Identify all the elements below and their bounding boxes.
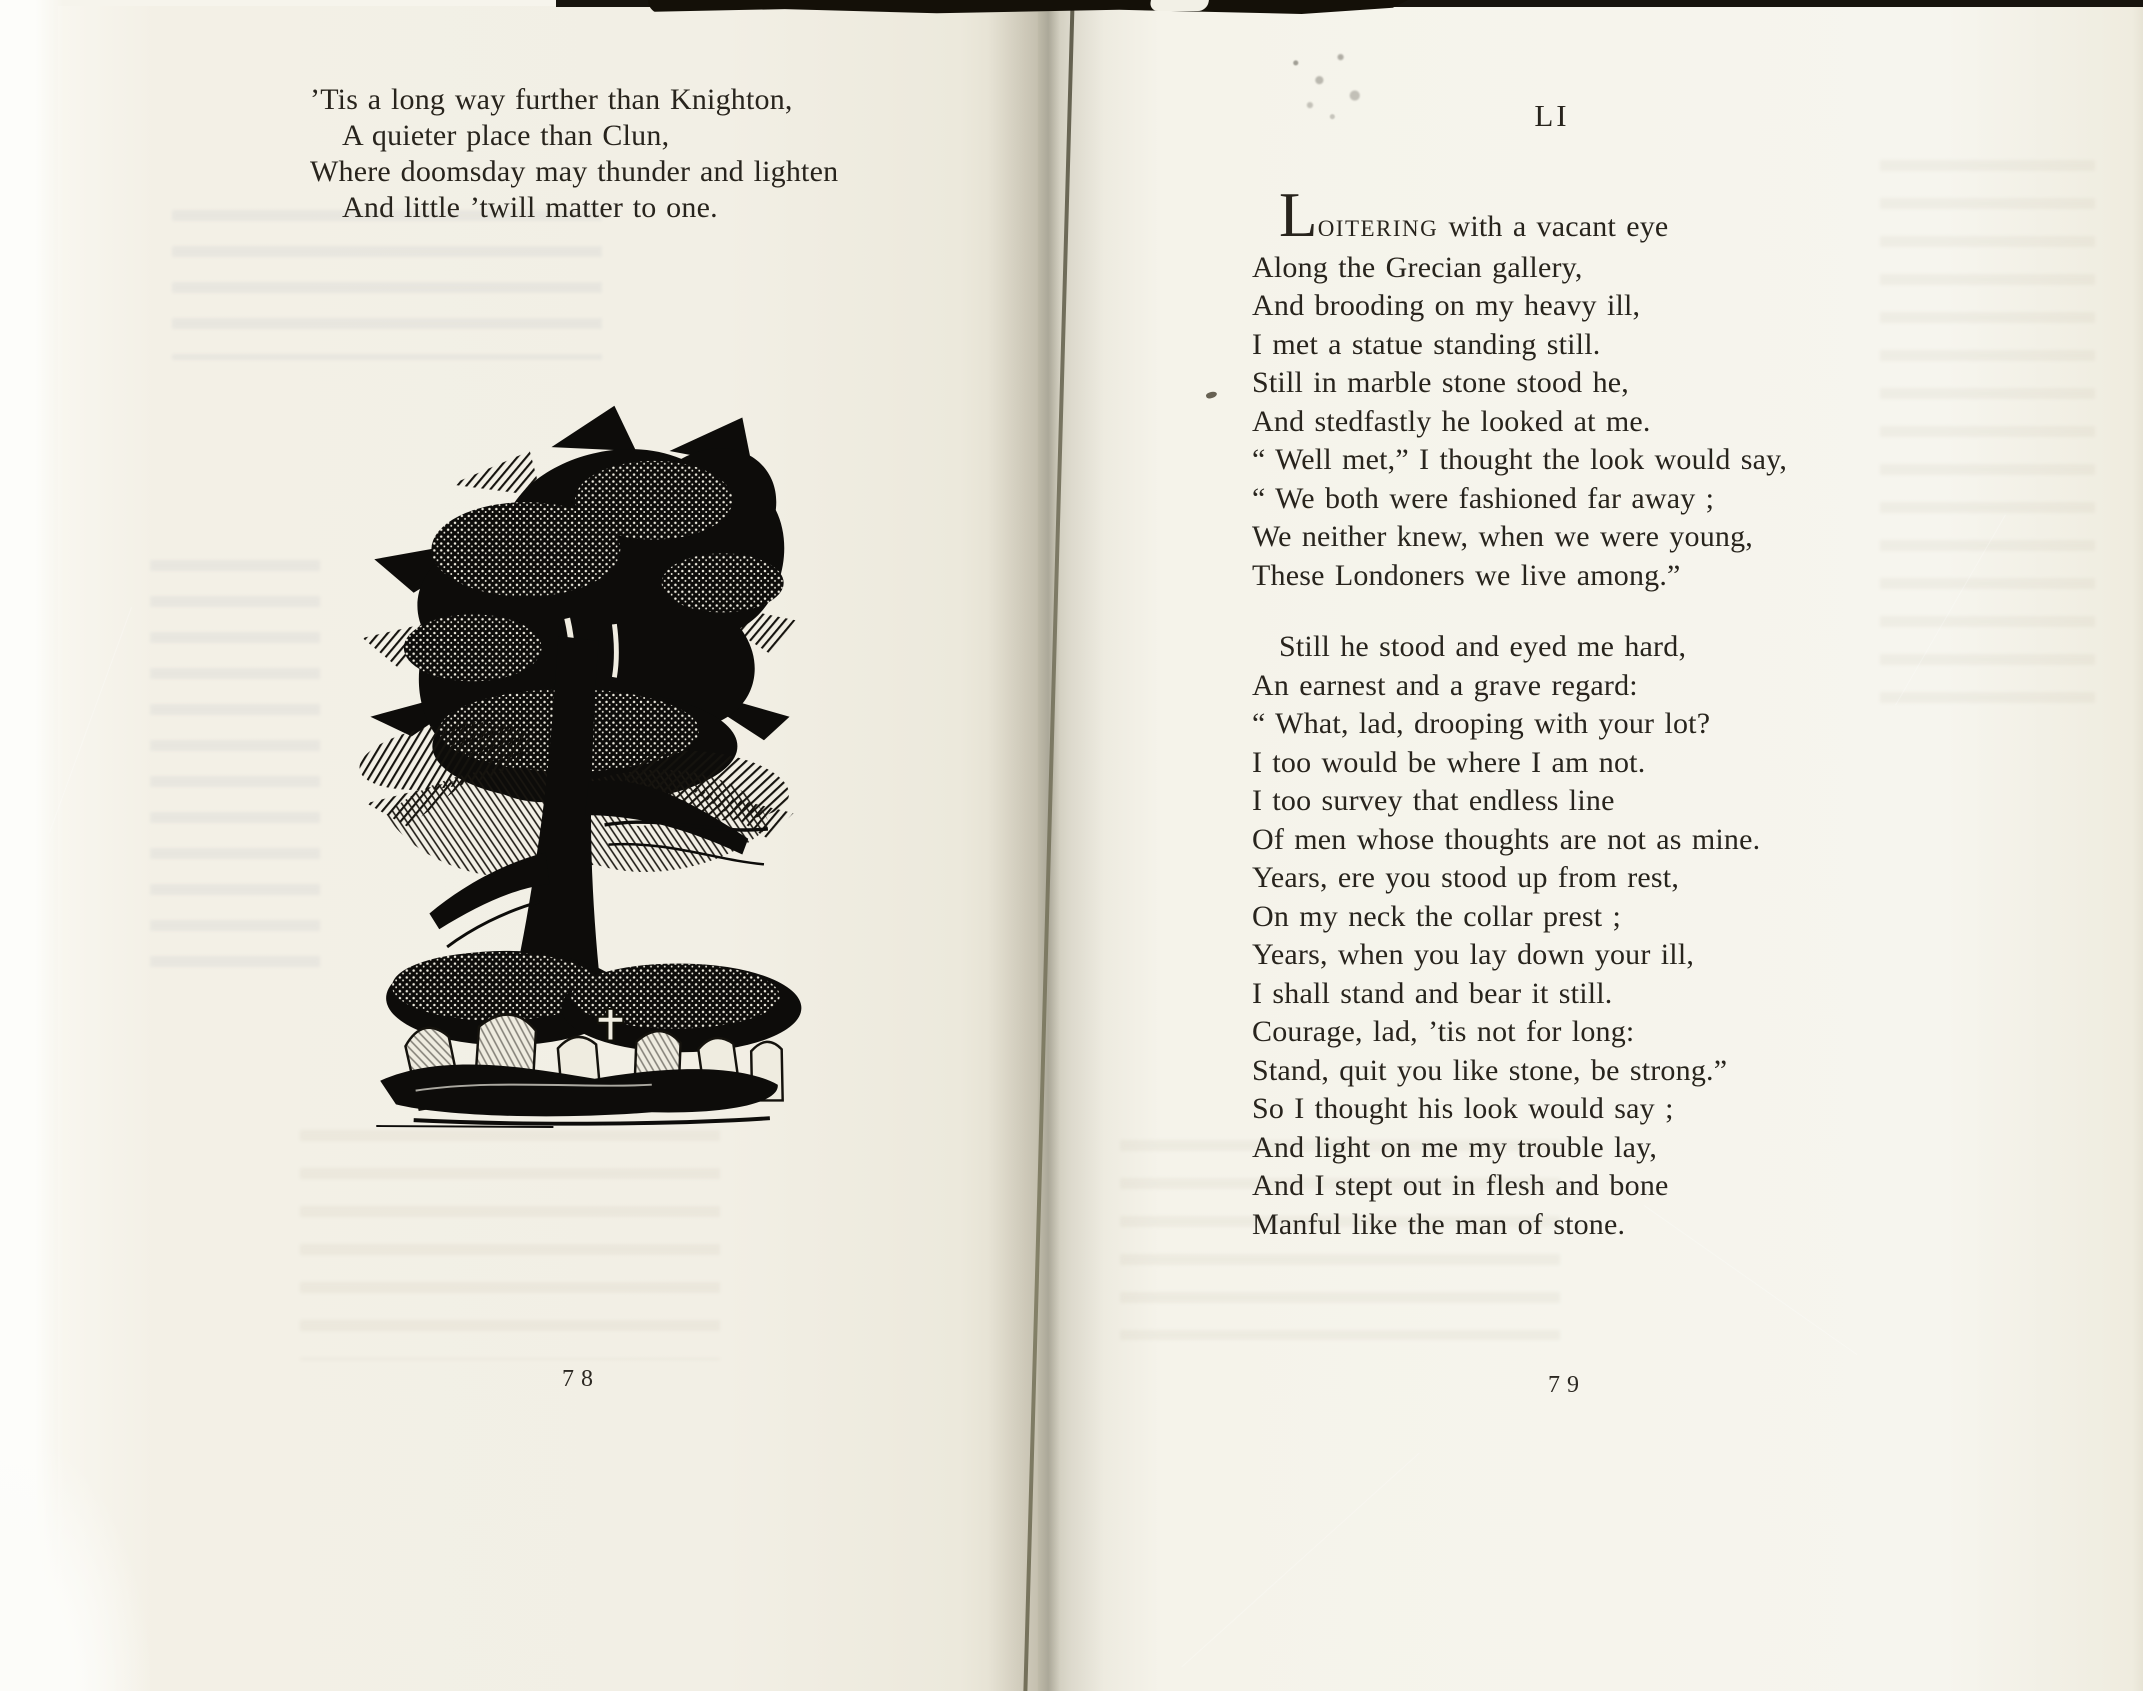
poem-fragment — [310, 82, 838, 226]
scan-bed-corner — [0, 1431, 150, 1691]
page-number-left: 78 — [562, 1366, 600, 1392]
poem-li — [1252, 180, 1788, 1244]
poem-line: “ What, lad, drooping with your lot? — [1252, 707, 1711, 740]
poem-line: On my neck the collar prest ; — [1252, 899, 1622, 933]
stanza — [1252, 180, 1788, 595]
poem-line: And stedfastly he looked at me. — [1252, 404, 1651, 438]
poem-line: I too survey that endless line — [1252, 784, 1615, 817]
poem-line: “ Well met,” I thought the look would say, — [1252, 443, 1788, 476]
small-caps: OITERING — [1317, 216, 1439, 241]
poem-line: And light on me my trouble lay, — [1252, 1130, 1658, 1164]
poem-line: So I thought his look would say ; — [1252, 1092, 1674, 1125]
poem-line: Still he stood and eyed me hard, — [1279, 630, 1687, 663]
poem-line: “ We both were fashioned far away ; — [1252, 481, 1715, 515]
poem-line: And I stept out in flesh and bone — [1252, 1169, 1669, 1202]
churchyard-trees-woodcut-illustration — [352, 390, 804, 1128]
poem-line: Years, when you lay down your ill, — [1252, 938, 1695, 971]
poem-line: Manful like the man of stone. — [1252, 1207, 1626, 1241]
poem-line: Still in marble stone stood he, — [1252, 366, 1630, 399]
stanza — [1252, 628, 1787, 1244]
poem-line: Stand, quit you like stone, be strong.” — [1252, 1053, 1728, 1087]
poem-line: Courage, lad, ’tis not for long: — [1252, 1015, 1635, 1048]
poem-line: Where doomsday may thunder and lighten — [310, 155, 839, 188]
drop-cap: L — [1279, 180, 1318, 250]
spine-top-notch — [1149, 0, 1209, 11]
poem-line: Of men whose thoughts are not as mine. — [1252, 822, 1761, 856]
poem-line: I too would be where I am not. — [1252, 745, 1646, 779]
poem-line: A quieter place than Clun, — [342, 119, 670, 152]
poem-line: I shall stand and bear it still. — [1252, 976, 1613, 1010]
poem-line: An earnest and a grave regard: — [1252, 668, 1638, 702]
poem-line: We neither knew, when we were young, — [1252, 520, 1753, 553]
opening-line-rest: with a vacant eye — [1438, 210, 1669, 243]
page-stain — [1258, 36, 1376, 132]
woodcut-svg — [352, 390, 804, 1128]
poem-line: I met a statue standing still. — [1252, 327, 1601, 361]
poem-line: Along the Grecian gallery, — [1252, 250, 1583, 284]
poem-line: These Londoners we live among.” — [1252, 558, 1681, 592]
poem-line-opening — [1252, 180, 1787, 250]
poem-line: ’Tis a long way further than Knighton, — [310, 83, 793, 116]
poem-line: Years, ere you stood up from rest, — [1252, 861, 1680, 894]
poem-line: And brooding on my heavy ill, — [1252, 289, 1641, 322]
poem-number-heading: LI — [1534, 98, 1570, 133]
poem-line: And little ’twill matter to one. — [342, 191, 718, 224]
page-number-right: 79 — [1548, 1372, 1586, 1398]
